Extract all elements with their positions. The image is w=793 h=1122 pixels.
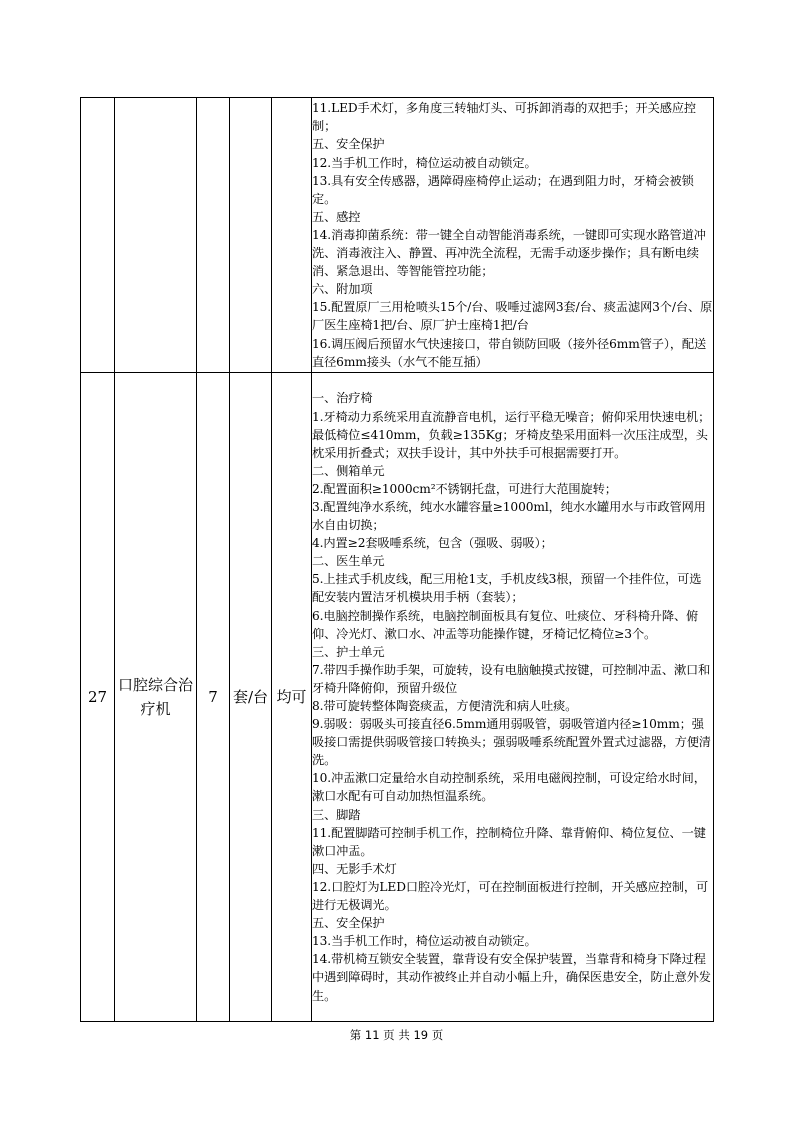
spec-line: 五、感控 — [312, 209, 361, 224]
cell-unit: 套/台 — [230, 373, 272, 1022]
spec-line: 二、侧箱单元 — [312, 463, 385, 478]
spec-line: 11.LED手术灯，多角度三转轴灯头、可拆卸消毒的双把手；开关感应控制； — [312, 101, 696, 134]
cell-imported: 均可 — [272, 373, 312, 1022]
spec-line: 10.冲盂漱口定量给水自动控制系统，采用电磁阀控制，可设定给水时间，漱口水配有可自动加热恒温系统。 — [312, 771, 706, 804]
spec-line: 8.带可旋转整体陶瓷痰盂，方便清洗和病人吐痰。 — [312, 699, 578, 713]
spec-line: 5.上挂式手机皮线，配三用枪1支，手机皮线3根，预留一个挂件位，可选配安装内置洁牙机模块用手柄（套装）； — [312, 572, 702, 605]
cell-quantity — [197, 98, 230, 373]
spec-table — [80, 97, 714, 1022]
cell-unit — [230, 98, 272, 373]
spec-line: 六、附加项 — [312, 282, 373, 297]
spec-line: 五、安全保护 — [312, 916, 385, 931]
cell-quantity: 7 — [197, 373, 230, 1022]
spec-line: 9.弱吸：弱吸头可接直径6.5mm通用弱吸管，弱吸管道内径≥10mm；强吸接口需提供弱吸管接口转换头；强弱吸唾系统配置外置式过滤器，方便清洗。 — [312, 717, 711, 768]
spec-line: 6.电脑控制操作系统，电脑控制面板具有复位、吐痰位、牙科椅升降、俯仰、冷光灯、漱口水、冲盂等功能操作键，牙椅记忆椅位≥3个。 — [312, 608, 699, 641]
cell-specification — [312, 98, 714, 373]
spec-line: 12.当手机工作时，椅位运动被自动锁定。 — [312, 155, 537, 170]
spec-line: 2.配置面积≥1000cm²不锈钢托盘，可进行大范围旋转； — [312, 481, 617, 496]
spec-line: 14.带机椅互锁安全装置，靠背设有安全保护装置，当靠背和椅身下降过程中遇到障碍时，其动作被终止并自动小幅上升，确保医患安全，防止意外发生。 — [312, 952, 711, 1003]
spec-line: 三、护士单元 — [312, 644, 385, 659]
page-footer: 第 11 页 共 19 页 — [349, 1028, 444, 1042]
spec-line: 13.当手机工作时，椅位运动被自动锁定。 — [312, 934, 537, 949]
spec-line: 一、治疗椅 — [312, 391, 373, 406]
spec-line: 四、无影手术灯 — [312, 861, 397, 876]
cell-index: 27 — [81, 373, 115, 1022]
spec-line: 三、脚踏 — [312, 807, 361, 822]
spec-line: 五、安全保护 — [312, 137, 385, 152]
cell-name — [115, 98, 197, 373]
table-row — [81, 98, 714, 373]
spec-line: 1.牙椅动力系统采用直流静音电机，运行平稳无噪音；俯仰采用快速电机；最低椅位≤410mm，负载≥135Kg；牙椅皮垫采用面料一次压注成型，头枕采用折叠式；双扶手设计，其中外扶手可根据需要打开。 — [312, 409, 711, 460]
cell-imported — [272, 98, 312, 373]
table-row — [81, 373, 714, 1022]
spec-line: 13.具有安全传感器，遇障碍座椅停止运动；在遇到阻力时，牙椅会被锁定。 — [312, 173, 694, 206]
cell-specification — [312, 373, 714, 1022]
spec-line: 二、医生单元 — [312, 554, 385, 569]
spec-line: 14.消毒抑菌系统：带一键全自动智能消毒系统，一键即可实现水路管道冲洗、消毒液注入、静置、再冲洗全流程，无需手动逐步操作；具有断电续消、紧急退出、等智能管控功能； — [312, 227, 706, 279]
spec-line: 3.配置纯净水系统，纯水水罐容量≥1000ml，纯水水罐用水与市政管网用水自由切换； — [312, 499, 706, 533]
spec-line: 11.配置脚踏可控制手机工作，控制椅位升降、靠背俯仰、椅位复位、一键漱口冲盂。 — [312, 825, 706, 858]
cell-index — [81, 98, 115, 373]
spec-line: 16.调压阀后预留水气快速接口，带自锁防回吸（接外径6mm管子），配送直径6mm接头（水气不能互插） — [312, 336, 707, 369]
spec-line: 7.带四手操作助手架，可旋转，设有电脑触摸式按键，可控制冲盂、漱口和牙椅升降俯仰，预留升级位 — [312, 662, 711, 695]
spec-line: 12.口腔灯为LED口腔冷光灯，可在控制面板进行控制，开关感应控制，可进行无极调光。 — [312, 879, 709, 913]
spec-line: 4.内置≥2套吸唾系统，包含（强吸、弱吸）； — [312, 536, 553, 551]
spec-line: 15.配置原厂三用枪喷头15个/台、吸唾过滤网3套/台、痰盂滤网3个/台、原厂医生座椅1把/台、原厂护士座椅1把/台 — [312, 300, 713, 333]
cell-name: 口腔综合治疗机 — [115, 373, 197, 1022]
